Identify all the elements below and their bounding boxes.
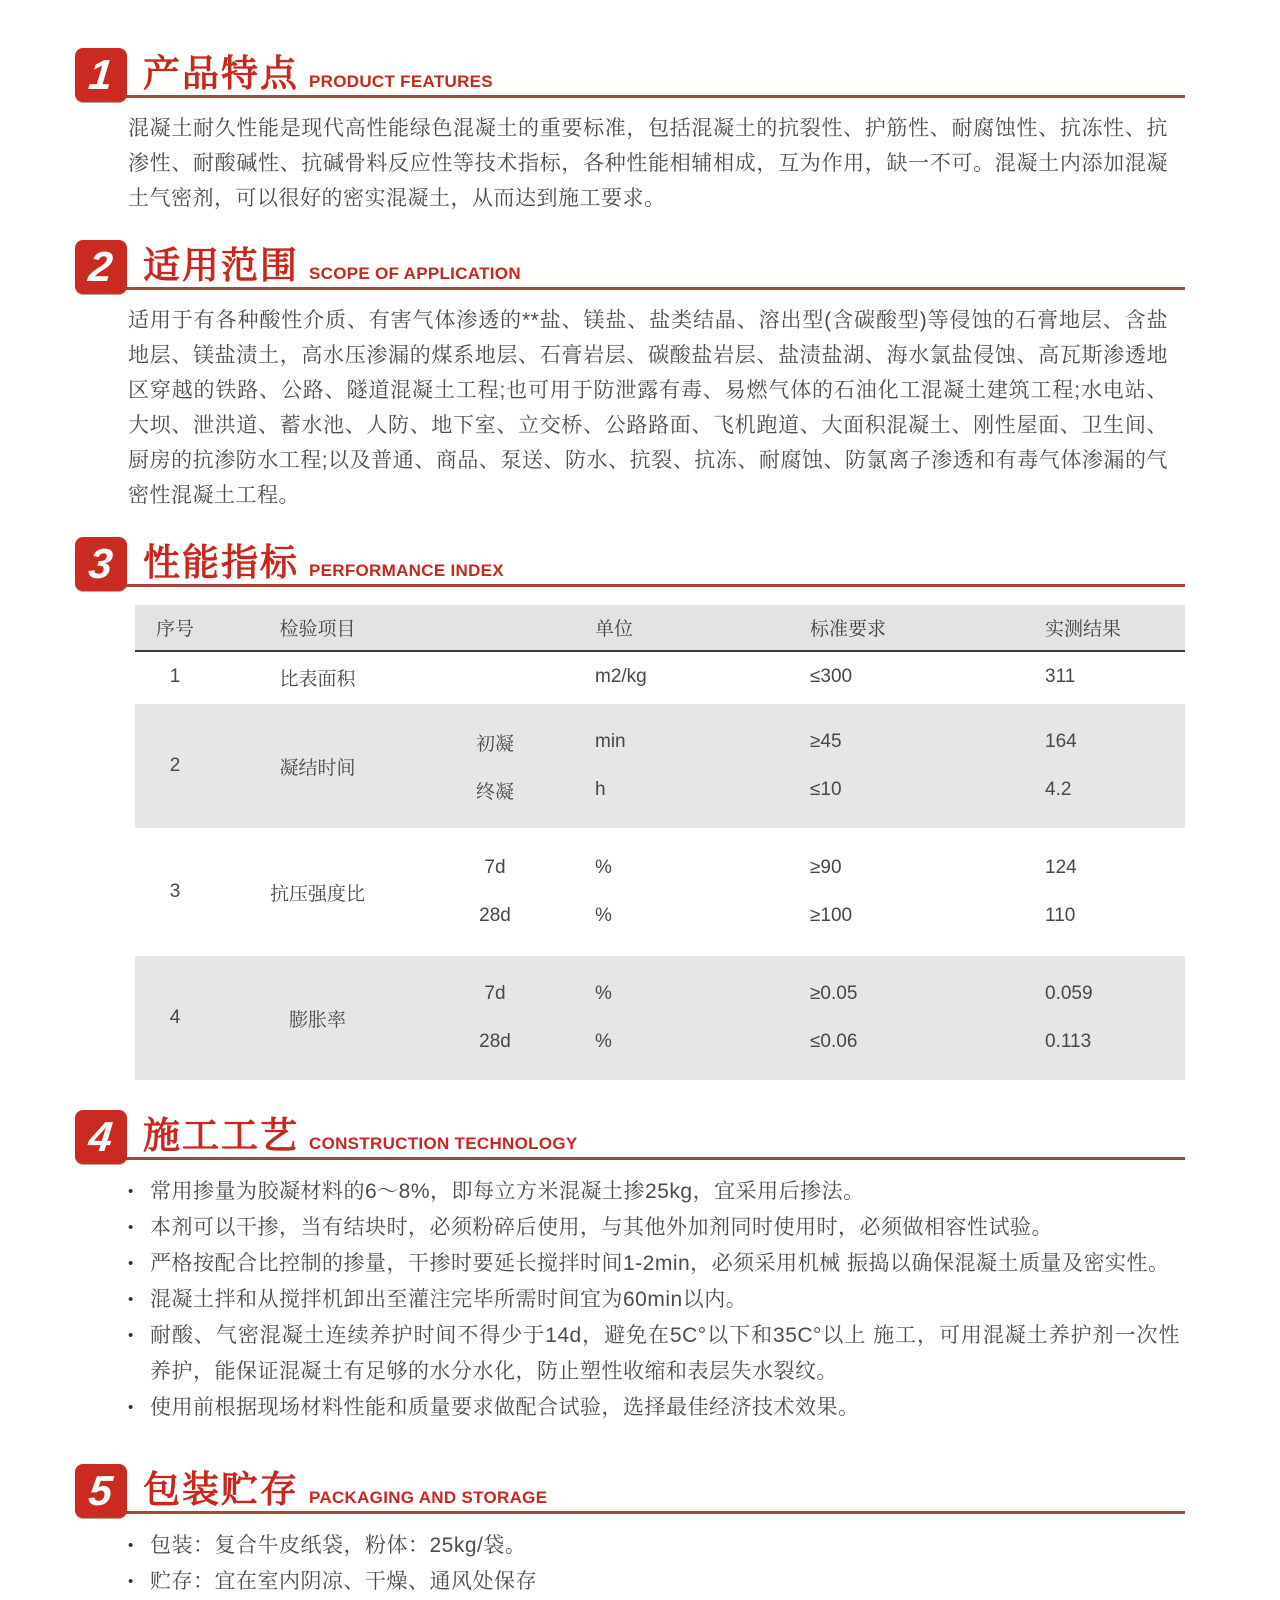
section-packaging-storage bbox=[0, 1460, 1280, 1600]
cell-unit: % bbox=[595, 857, 612, 878]
section-subtitle: SCOPE OF APPLICATION bbox=[309, 264, 521, 283]
section-subtitle: PACKAGING AND STORAGE bbox=[309, 1488, 548, 1507]
cell-result: 0.059 bbox=[1045, 983, 1093, 1004]
col-header-no: 序号 bbox=[155, 619, 194, 640]
cell-subitem: 28d bbox=[479, 905, 511, 926]
cell-standard: ≥100 bbox=[810, 905, 853, 926]
cell-no: 1 bbox=[169, 666, 181, 687]
cell-item: 抗压强度比 bbox=[269, 883, 365, 905]
sub-row bbox=[420, 652, 1185, 702]
bullet-item bbox=[128, 1246, 1180, 1282]
sub-row bbox=[420, 844, 1185, 892]
section-number-badge bbox=[75, 1464, 127, 1518]
section-header bbox=[75, 1106, 1185, 1162]
bullet-dot: • bbox=[128, 1183, 134, 1200]
bullet-text: 常用掺量为胶凝材料的6～8%，即每立方米混凝土掺25kg，宜采用后掺法。 bbox=[150, 1180, 865, 1203]
bullet-item bbox=[128, 1564, 1180, 1600]
bullet-item bbox=[128, 1282, 1180, 1318]
section-subtitle: CONSTRUCTION TECHNOLOGY bbox=[309, 1134, 578, 1153]
section-number-badge bbox=[75, 537, 127, 591]
section-number-badge bbox=[75, 48, 127, 102]
cell-subitem: 28d bbox=[479, 1031, 511, 1052]
table-row bbox=[135, 704, 1185, 828]
cell-unit: % bbox=[595, 983, 612, 1004]
bullet-dot: • bbox=[128, 1255, 134, 1272]
cell-subitem: 终凝 bbox=[475, 781, 514, 803]
cell-item: 凝结时间 bbox=[279, 757, 356, 779]
section-header bbox=[75, 533, 1185, 589]
section-paragraph: 适用于有各种酸性介质、有害气体渗透的**盐、镁盐、盐类结晶、溶出型(含碳酸型)等侵蚀的石膏地层、含盐地层、镁盐渍土，高水压渗漏的煤系地层、石膏岩层、碳酸盐岩层、盐渍盐湖、海水氯盐侵蚀、高瓦斯渗透地区穿越的铁路、公路、隧道混凝土工程;也可用于防泄露有毒、易燃气体的石油化工混凝土建筑工程;水电站、大坝、泄洪道、蓄水池、人防、地下室、立交桥、公路路面、飞机跑道、大面积混凝土、刚性屋面、卫生间、厨房的抗渗防水工程;以及普通、商品、泵送、防水、抗裂、抗冻、耐腐蚀、防氯离子渗透和有毒气体渗漏的气密性混凝土工程。 bbox=[128, 309, 1168, 507]
cell-standard: ≤10 bbox=[810, 779, 842, 800]
section-construction-technology bbox=[0, 1106, 1280, 1426]
sub-rows bbox=[420, 652, 1185, 702]
cell-result: 124 bbox=[1045, 857, 1077, 878]
cell-no: 4 bbox=[169, 1007, 181, 1028]
bullet-dot: • bbox=[128, 1399, 134, 1416]
sub-rows bbox=[420, 970, 1185, 1066]
bullet-text: 本剂可以干掺，当有结块时，必须粉碎后使用，与其他外加剂同时使用时，必须做相容性试验。 bbox=[150, 1216, 1053, 1239]
sub-row bbox=[420, 970, 1185, 1018]
section-number: 2 bbox=[86, 243, 116, 290]
sub-row bbox=[420, 1018, 1185, 1066]
section-product-features bbox=[0, 44, 1280, 216]
cell-result: 4.2 bbox=[1045, 779, 1072, 800]
sub-rows bbox=[420, 718, 1185, 814]
cell-result: 311 bbox=[1045, 666, 1076, 687]
construction-bullet-list bbox=[128, 1174, 1180, 1426]
sub-row bbox=[420, 892, 1185, 940]
bullet-dot: • bbox=[128, 1537, 134, 1554]
sub-row bbox=[420, 718, 1185, 766]
bullet-item bbox=[128, 1318, 1180, 1390]
cell-standard: ≥45 bbox=[810, 731, 842, 752]
bullet-text: 混凝土拌和从搅拌机卸出至灌注完毕所需时间宜为60min以内。 bbox=[150, 1288, 748, 1311]
cell-no: 3 bbox=[169, 881, 181, 902]
bullet-text: 耐酸、气密混凝土连续养护时间不得少于14d，避免在5C°以下和35C°以上 施工，可用混凝土养护剂一次性养护，能保证混凝土有足够的水分水化，防止塑性收缩和表层失水裂纹。 bbox=[150, 1324, 1180, 1383]
cell-unit: h bbox=[595, 779, 606, 800]
cell-subitem: 7d bbox=[484, 983, 506, 1004]
section-header bbox=[75, 236, 1185, 292]
cell-unit: % bbox=[595, 1031, 612, 1052]
section-title: 产品特点 bbox=[143, 53, 299, 94]
cell-standard: ≤0.06 bbox=[810, 1031, 858, 1052]
section-subtitle: PRODUCT FEATURES bbox=[309, 72, 493, 91]
performance-table bbox=[135, 605, 1185, 1080]
bullet-dot: • bbox=[128, 1573, 134, 1590]
sub-rows bbox=[420, 844, 1185, 940]
table-row bbox=[135, 956, 1185, 1080]
cell-item: 膨胀率 bbox=[288, 1009, 346, 1031]
section-number: 1 bbox=[86, 51, 116, 98]
section-title: 包装贮存 bbox=[143, 1469, 299, 1510]
sub-row bbox=[420, 766, 1185, 814]
cell-unit: % bbox=[595, 905, 612, 926]
table-header-row bbox=[135, 605, 1185, 652]
cell-unit: m2/kg bbox=[595, 666, 647, 687]
cell-result: 164 bbox=[1045, 731, 1077, 752]
table-row bbox=[135, 830, 1185, 954]
bullet-item bbox=[128, 1528, 1180, 1564]
section-performance-index bbox=[0, 533, 1280, 1080]
section-number: 5 bbox=[86, 1467, 116, 1514]
cell-result: 0.113 bbox=[1045, 1031, 1092, 1052]
section-subtitle: PERFORMANCE INDEX bbox=[309, 561, 504, 580]
cell-standard: ≤300 bbox=[810, 666, 853, 687]
bullet-text: 包装：复合牛皮纸袋，粉体：25kg/袋。 bbox=[150, 1534, 527, 1557]
cell-standard: ≥90 bbox=[810, 857, 842, 878]
bullet-text: 严格按配合比控制的掺量，干掺时要延长搅拌时间1-2min，必须采用机械 振捣以确保混凝土质量及密实性。 bbox=[150, 1252, 1170, 1275]
col-header-unit: 单位 bbox=[595, 619, 634, 640]
bullet-dot: • bbox=[128, 1219, 134, 1236]
bullet-dot: • bbox=[128, 1327, 134, 1344]
section-title: 性能指标 bbox=[143, 542, 299, 583]
packaging-bullet-list bbox=[128, 1528, 1180, 1600]
bullet-dot: • bbox=[128, 1291, 134, 1308]
section-number-badge bbox=[75, 240, 127, 294]
table-row bbox=[135, 652, 1185, 702]
section-number: 4 bbox=[86, 1113, 116, 1160]
bullet-text: 使用前根据现场材料性能和质量要求做配合试验，选择最佳经济技术效果。 bbox=[150, 1396, 860, 1419]
bullet-item bbox=[128, 1174, 1180, 1210]
cell-item: 比表面积 bbox=[279, 668, 356, 690]
cell-unit: min bbox=[595, 731, 626, 752]
section-number: 3 bbox=[86, 540, 116, 587]
col-header-item: 检验项目 bbox=[279, 619, 356, 640]
section-paragraph: 混凝土耐久性能是现代高性能绿色混凝土的重要标准，包括混凝土的抗裂性、护筋性、耐腐蚀性、抗冻性、抗渗性、耐酸碱性、抗碱骨料反应性等技术指标，各种性能相辅相成，互为作用，缺一不可。混凝土内添加混凝土气密剂，可以很好的密实混凝土，从而达到施工要求。 bbox=[128, 117, 1168, 210]
cell-no: 2 bbox=[169, 755, 181, 776]
cell-subitem: 初凝 bbox=[475, 733, 514, 755]
section-title: 适用范围 bbox=[143, 245, 299, 286]
section-number-badge bbox=[75, 1110, 127, 1164]
col-header-result: 实测结果 bbox=[1045, 619, 1122, 640]
col-header-standard: 标准要求 bbox=[810, 619, 887, 640]
table-body bbox=[135, 652, 1185, 1080]
cell-standard: ≥0.05 bbox=[810, 983, 858, 1004]
bullet-item bbox=[128, 1390, 1180, 1426]
section-title: 施工工艺 bbox=[143, 1115, 299, 1156]
section-header bbox=[75, 44, 1185, 100]
section-scope-of-application bbox=[0, 236, 1280, 513]
cell-result: 110 bbox=[1045, 905, 1076, 926]
bullet-text: 贮存：宜在室内阴凉、干燥、通风处保存 bbox=[150, 1570, 537, 1593]
section-header bbox=[75, 1460, 1185, 1516]
bullet-item bbox=[128, 1210, 1180, 1246]
cell-subitem: 7d bbox=[484, 857, 506, 878]
